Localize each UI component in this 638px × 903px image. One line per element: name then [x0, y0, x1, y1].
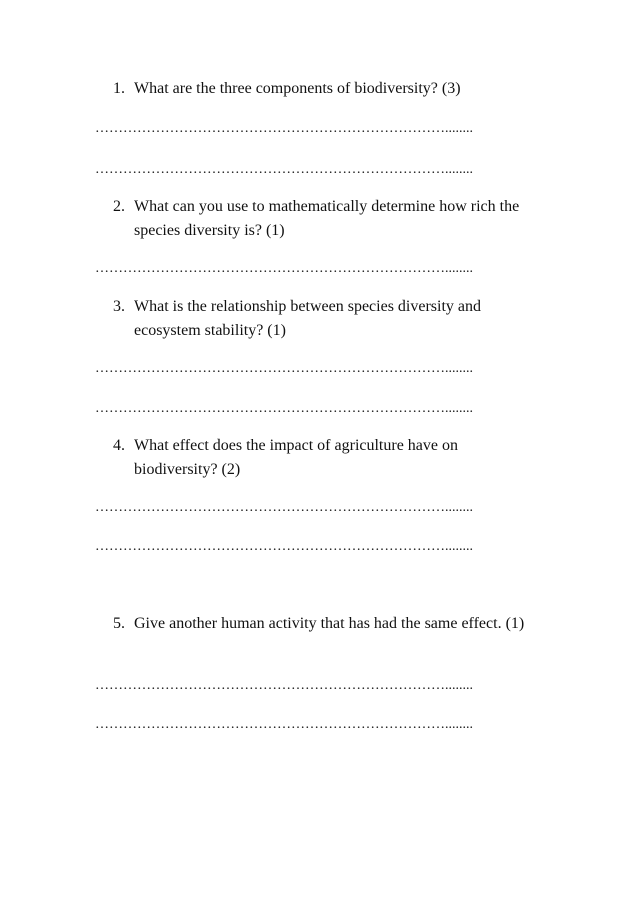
question-2 [113, 195, 543, 243]
question-number: 3. [113, 298, 125, 315]
answer-line[interactable]: …………………………………………………………………........ [95, 261, 473, 276]
question-text: What effect does the impact of agriculture have on biodiversity? (2) [134, 437, 459, 478]
question-text: What is the relationship between species diversity and ecosystem stability? (1) [134, 298, 482, 339]
answer-line[interactable]: …………………………………………………………………........ [95, 717, 473, 732]
question-number: 2. [113, 198, 125, 215]
answer-line[interactable]: …………………………………………………………………........ [95, 121, 473, 136]
answer-line[interactable]: …………………………………………………………………........ [95, 678, 473, 693]
question-text: What can you use to mathematically determine how rich the species diversity is? (1) [134, 198, 520, 239]
question-number: 5. [113, 615, 125, 632]
answer-line[interactable]: …………………………………………………………………........ [95, 361, 473, 376]
question-number: 1. [113, 80, 125, 97]
question-5 [113, 612, 543, 636]
answer-line[interactable]: …………………………………………………………………........ [95, 401, 473, 416]
question-text: Give another human activity that has had the same effect. (1) [134, 615, 525, 632]
answer-line[interactable]: …………………………………………………………………........ [95, 162, 473, 177]
question-1 [113, 77, 543, 101]
question-text: What are the three components of biodiversity? (3) [134, 80, 461, 97]
question-3 [113, 295, 543, 343]
question-4 [113, 434, 543, 482]
answer-line[interactable]: …………………………………………………………………........ [95, 500, 473, 515]
answer-line[interactable]: …………………………………………………………………........ [95, 539, 473, 554]
question-number: 4. [113, 437, 125, 454]
